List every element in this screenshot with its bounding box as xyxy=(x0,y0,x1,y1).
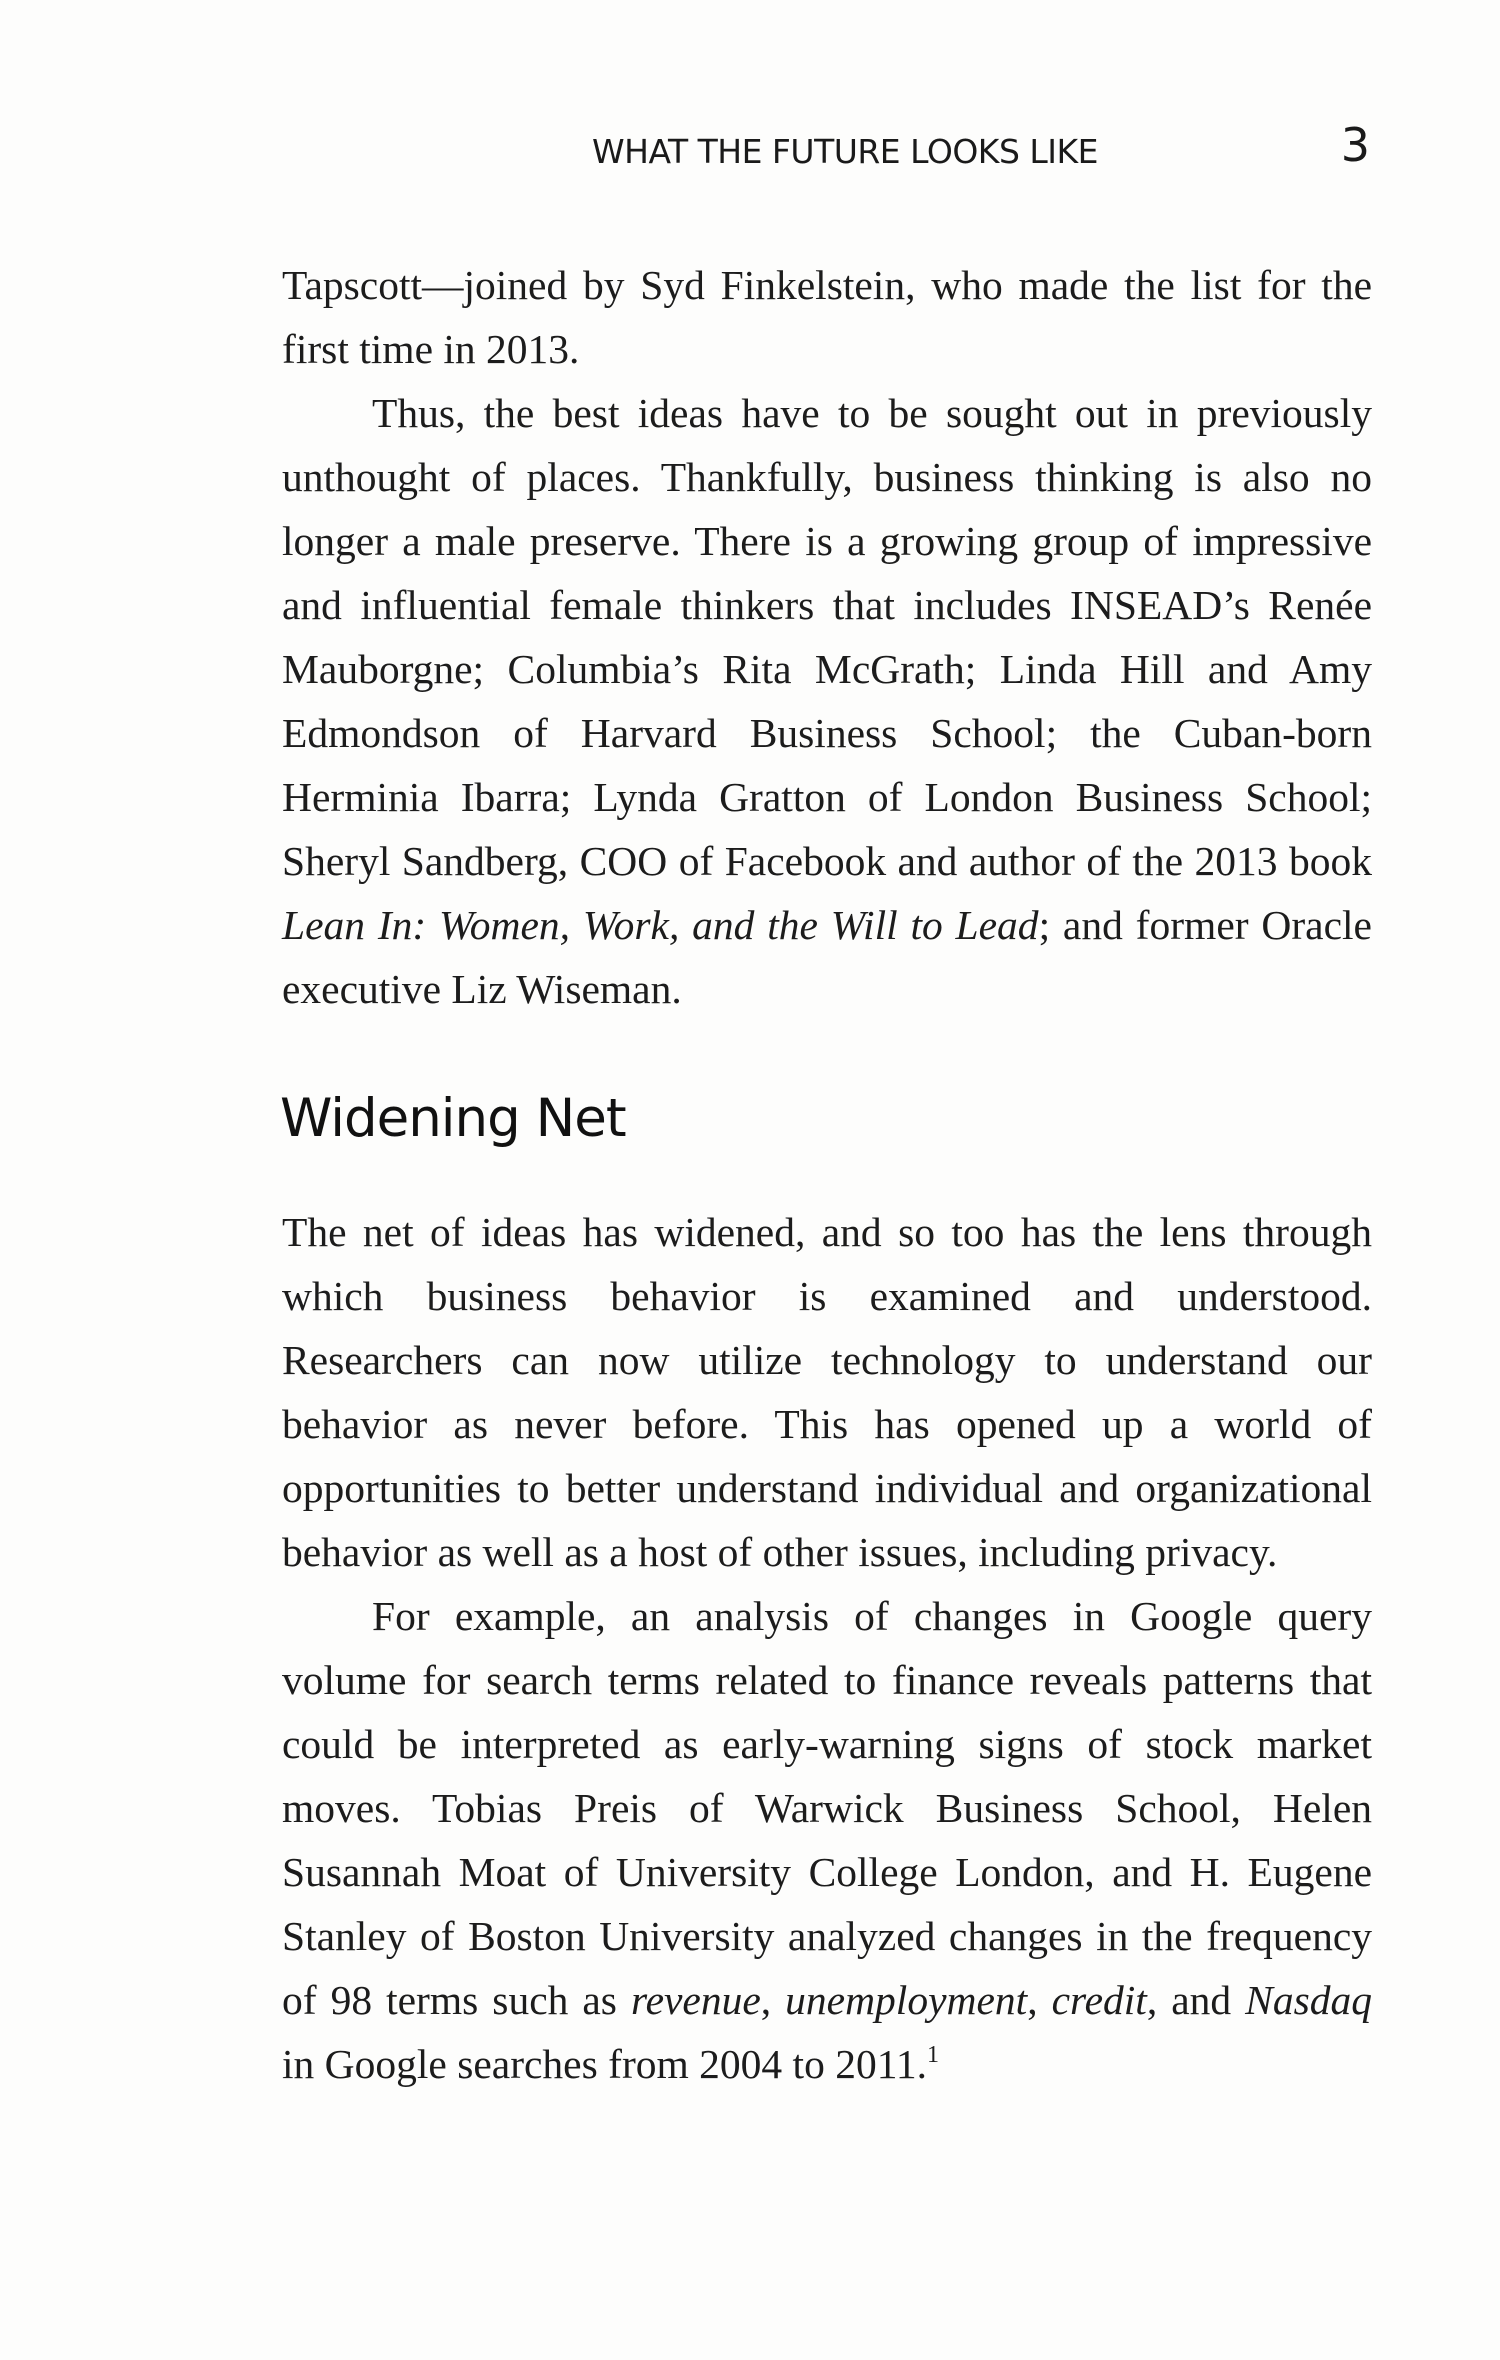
paragraph-text: in Google searches from 2004 to 2011. xyxy=(282,2041,928,2087)
paragraph xyxy=(282,1584,1372,2096)
body-text-top xyxy=(282,253,1372,1021)
book-title: Lean In: Women, Work, and the Will to Lead xyxy=(282,902,1039,948)
paragraph xyxy=(282,253,1372,381)
paragraph-text: The net of ideas has widened, and so too has the lens through which business behavior is examined and understood. Researchers can now utilize technology to understand our behavior as never before. This has opened up a world of opportunities to better understand individual and organizational behavior as well as a host of other issues, including privacy. xyxy=(282,1209,1372,1575)
italic-term: Nasdaq xyxy=(1245,1977,1373,2023)
paragraph-text: Thus, the best ideas have to be sought out in previously unthought of places. Thankfully, business thinking is also no longer a male preserve. There is a growing group of impressive and influential female thinkers that includes INSEAD’s Renée Mauborgne; Columbia’s Rita McGrath; Linda Hill and Amy Edmondson of Harvard Business School; the Cuban-born Herminia Ibarra; Lynda Gratton of London Business School; Sheryl Sandberg, COO of Facebook and author of the 2013 book xyxy=(282,390,1372,884)
body-text-bottom xyxy=(282,1200,1372,2096)
separator: , xyxy=(760,1977,786,2023)
paragraph-text: Tapscott—joined by Syd Finkelstein, who made the list for the first time in 2013. xyxy=(282,262,1372,372)
separator: , and xyxy=(1146,1977,1246,2023)
paragraph-text: For example, an analysis of changes in Google query volume for search terms related to finance reveals patterns that could be interpreted as early-warning signs of stock market moves. Tobias Preis of Warwick Business School, Helen Susannah Moat of University College London, and H. Eugene Stanley of Boston University analyzed changes in the frequency of 98 terms such as xyxy=(282,1593,1372,2023)
running-title: WHAT THE FUTURE LOOKS LIKE xyxy=(592,132,1098,171)
paragraph xyxy=(282,381,1372,1021)
italic-term: credit xyxy=(1051,1977,1147,2023)
footnote-marker: 1 xyxy=(927,2042,940,2068)
italic-term: unemployment xyxy=(785,1977,1028,2023)
running-header xyxy=(280,118,1370,178)
paragraph-text: ; and former Oracle executive Liz Wiseman. xyxy=(282,902,1372,1012)
paragraph xyxy=(282,1200,1372,1584)
italic-term: revenue xyxy=(630,1977,761,2023)
separator: , xyxy=(1027,1977,1052,2023)
section-heading: Widening Net xyxy=(280,1088,626,1149)
page-number: 3 xyxy=(1340,118,1370,172)
